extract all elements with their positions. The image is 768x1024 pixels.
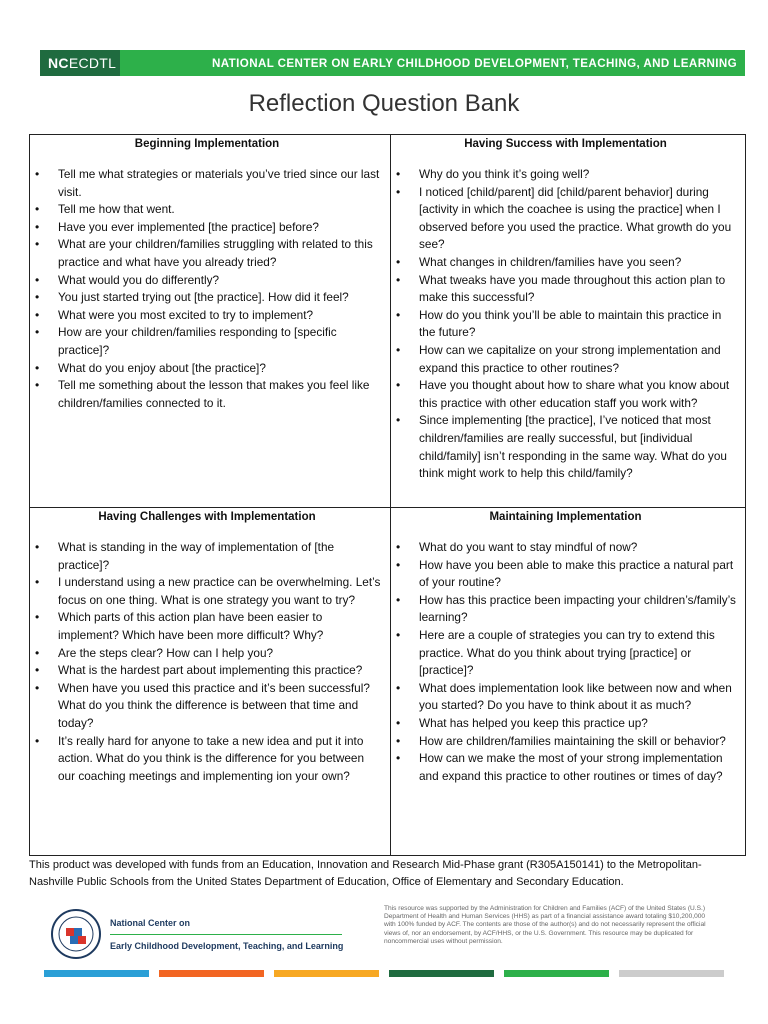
question-item: • How can we capitalize on your strong implementation and expand this practice to other routines?	[419, 342, 740, 377]
section-heading: Beginning Implementation	[134, 138, 280, 150]
question-list	[30, 166, 384, 412]
question-table	[29, 134, 746, 856]
question-item: • Tell me what strategies or materials you’ve tried since our last visit.	[58, 166, 384, 201]
question-item: • Which parts of this action plan have been easier to implement? Which have been more difficult? Why?	[58, 609, 384, 644]
section-maintaining	[391, 508, 746, 856]
question-item: • How do you think you’ll be able to maintain this practice in the future?	[419, 307, 740, 342]
question-item: • What were you most excited to try to implement?	[58, 307, 384, 325]
org-name: NATIONAL CENTER ON EARLY CHILDHOOD DEVELOPMENT, TEACHING, AND LEARNING	[120, 50, 745, 76]
question-item: • Why do you think it’s going well?	[419, 166, 740, 184]
question-item: • What has helped you keep this practice up?	[419, 715, 740, 733]
question-item: • What are your children/families struggling with related to this practice and what have you already tried?	[58, 236, 384, 271]
section-heading: Maintaining Implementation	[489, 511, 642, 523]
section-challenges	[30, 508, 390, 856]
color-stripe	[159, 970, 264, 977]
question-item: • I noticed [child/parent] did [child/parent behavior] during [activity in which the coachee is using the practice] when I observed before you used the practice. What growth do you see?	[419, 184, 740, 254]
logo-bold: NC	[48, 55, 69, 71]
question-item: • What is the hardest part about implementing this practice?	[58, 662, 384, 680]
section-beginning	[30, 135, 390, 507]
question-item: • I understand using a new practice can be overwhelming. Let’s focus on one thing. What is one strategy you want to try?	[58, 574, 384, 609]
question-item: • How are children/families maintaining the skill or behavior?	[419, 733, 740, 751]
color-stripe	[504, 970, 609, 977]
question-item: • How are your children/families responding to [specific practice]?	[58, 324, 384, 359]
question-item: • It’s really hard for anyone to take a new idea and put it into action. What do you think is the difference for you between our coaching meetings and implementing ion your own?	[58, 733, 384, 786]
color-stripes	[44, 970, 724, 977]
funding-statement: This product was developed with funds from an Education, Innovation and Research Mid-Phase grant (R305A150141) to the Metropolitan-Nashville Public Schools from the United States Department of Education, Office of Elementary and Secondary Education.	[29, 859, 702, 888]
question-item: • What does implementation look like between now and when you started? Do you have to think about it as much?	[419, 680, 740, 715]
section-heading: Having Challenges with Implementation	[98, 511, 316, 523]
question-item: • How can we make the most of your strong implementation and expand this practice to other routines or times of day?	[419, 750, 740, 785]
question-item: • Since implementing [the practice], I’ve noticed that most children/families are really successful, but [individual child/family] isn’t responding in the same way. What do you think might work to help this child/family?	[419, 412, 740, 482]
question-item: • What tweaks have you made throughout this action plan to make this successful?	[419, 272, 740, 307]
question-list	[391, 166, 740, 483]
question-item: • How have you been able to make this practice a natural part of your routine?	[419, 557, 740, 592]
page-title: Reflection Question Bank	[248, 90, 520, 117]
footer-org-line1: National Center on	[110, 918, 191, 928]
question-item: • What is standing in the way of implementation of [the practice]?	[58, 539, 384, 574]
question-item: • Here are a couple of strategies you can try to extend this practice. What do you think about trying [practice] or [practice]?	[419, 627, 740, 680]
section-heading: Having Success with Implementation	[464, 138, 667, 150]
color-stripe	[619, 970, 724, 977]
acf-disclaimer: This resource was supported by the Administration for Children and Families (ACF) of the United States (U.S.) Department of Health and Human Services (HHS) as part of a financial assistance award totaling $10,200,000 with 100% funded by ACF. The contents are those of the author(s) and do not necessarily represent the official views of, nor an endorsement, by ACF/HHS, or the U.S. Government. This resource may be duplicated for noncommercial uses without permission.	[384, 905, 706, 945]
footer-org-rule	[110, 934, 342, 935]
color-stripe	[389, 970, 494, 977]
footer-org-line2: Early Childhood Development, Teaching, and Learning	[110, 941, 344, 951]
color-stripe	[44, 970, 149, 977]
question-item: • Have you ever implemented [the practice] before?	[58, 219, 384, 237]
question-item: • When have you used this practice and it’s been successful? What do you think the difference is between that time and today?	[58, 680, 384, 733]
color-stripe	[274, 970, 379, 977]
ncecdtl-logo	[40, 50, 120, 76]
question-item: • What would you do differently?	[58, 272, 384, 290]
question-item: • How has this practice been impacting your children’s/family’s learning?	[419, 592, 740, 627]
header-banner	[40, 50, 745, 76]
question-item: • Are the steps clear? How can I help you?	[58, 645, 384, 663]
question-item: • What do you want to stay mindful of now?	[419, 539, 740, 557]
footer-org-logo	[110, 918, 350, 951]
question-item: • What do you enjoy about [the practice]?	[58, 360, 384, 378]
section-success	[391, 135, 746, 507]
question-list	[391, 539, 740, 785]
question-item: • Have you thought about how to share what you know about this practice with other education staff you work with?	[419, 377, 740, 412]
question-item: • What changes in children/families have you seen?	[419, 254, 740, 272]
question-item: • Tell me something about the lesson that makes you feel like children/families connected to it.	[58, 377, 384, 412]
head-start-seal-icon	[50, 908, 102, 960]
logo-rest: ECDTL	[68, 55, 117, 71]
question-list	[30, 539, 384, 785]
question-item: • Tell me how that went.	[58, 201, 384, 219]
question-item: • You just started trying out [the practice]. How did it feel?	[58, 289, 384, 307]
